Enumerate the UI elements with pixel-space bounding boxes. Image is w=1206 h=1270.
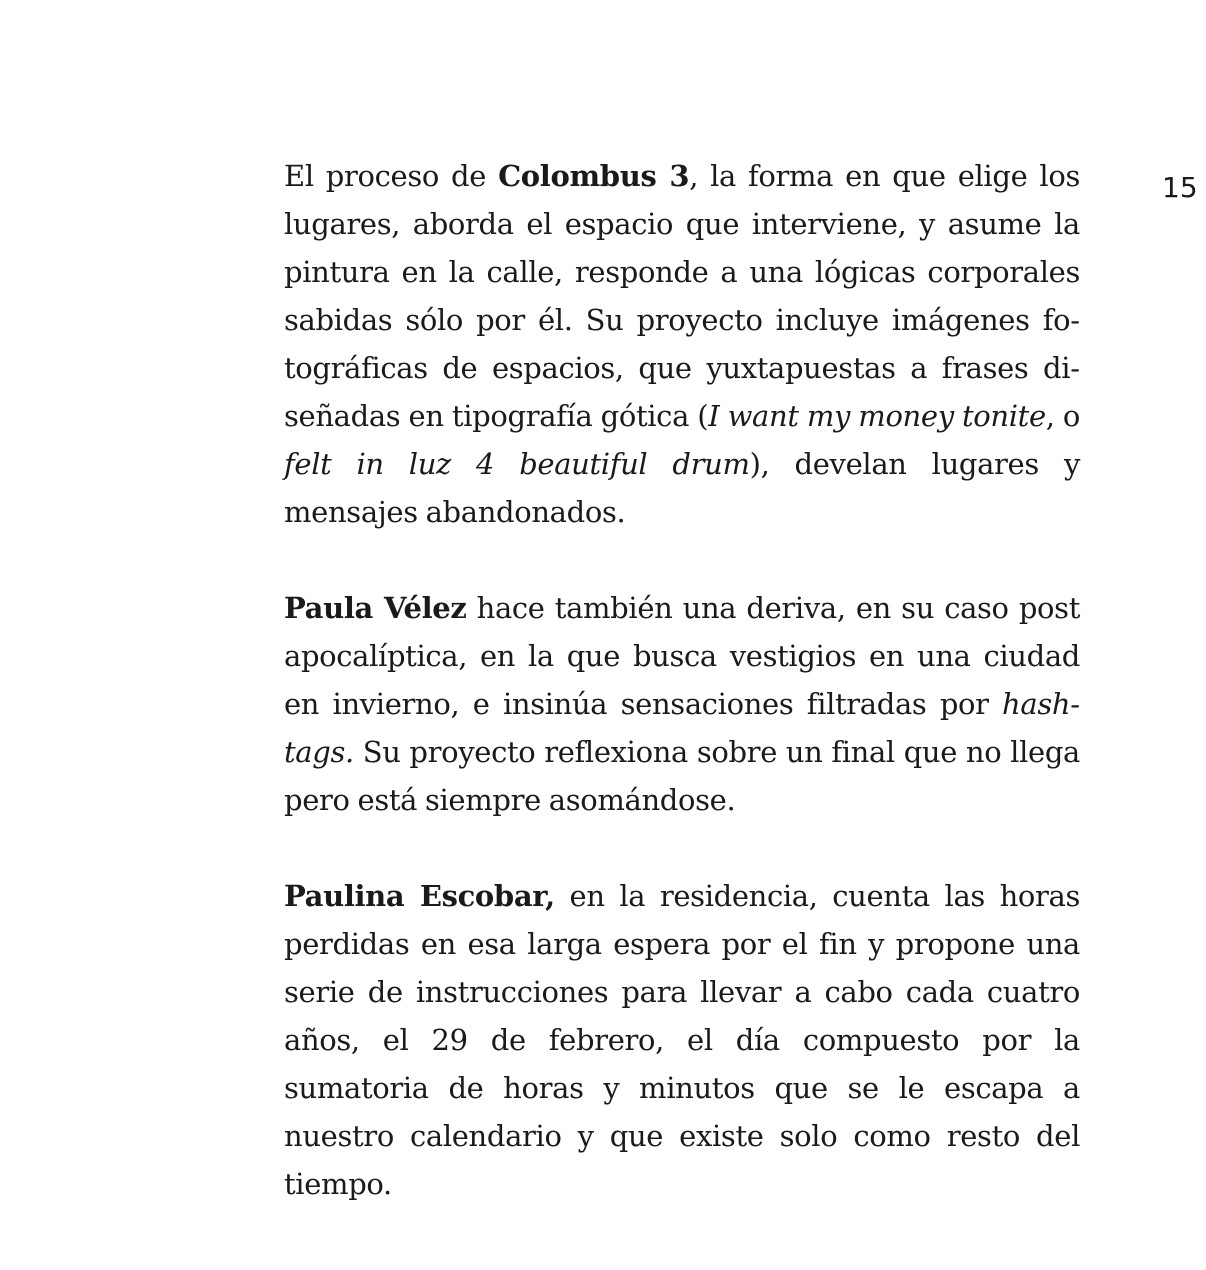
italic-term: hashtags. <box>284 687 1080 769</box>
text-run: El proceso de <box>284 159 499 193</box>
artist-name-colombus: Colombus 3 <box>498 159 690 193</box>
page-number: 15 <box>1162 171 1198 204</box>
paragraph-paulina-escobar <box>284 872 1080 1208</box>
text-run: hace también una deriva, en su caso post apocalíptica, en la que busca vestigios en una ciudad en invierno, e insinúa sensaciones filtradas por <box>284 591 1080 721</box>
text-run: Su proyecto reflexiona sobre un final que no llega pero está siempre asomándose. <box>284 735 1080 817</box>
paragraph-colombus <box>284 152 1080 536</box>
text-run: , la forma en que elige los lugares, aborda el espacio que interviene, y asume la pintura en la calle, responde a una lógicas corporales sabidas sólo por él. Su proyecto incluye imágenes fotográficas de espacios, que yuxtapuestas a frases diseñadas en tipografía gótica ( <box>284 159 1080 433</box>
quoted-phrase: I want my money tonite <box>708 399 1046 433</box>
body-text <box>284 152 1080 1208</box>
text-run: en la residencia, cuenta las horas perdidas en esa larga espera por el fin y propone una serie de instrucciones para llevar a cabo cada cuatro años, el 29 de febrero, el día compuesto por la sumatoria de horas y minutos que se le escapa a nuestro calendario y que existe solo como resto del tiempo. <box>284 879 1080 1201</box>
text-run: ), develan lugares y mensajes abandonados. <box>284 447 1080 529</box>
artist-name-paulina-escobar: Paulina Escobar, <box>284 879 555 913</box>
paragraph-paula-velez <box>284 584 1080 824</box>
artist-name-paula-velez: Paula Vélez <box>284 591 467 625</box>
quoted-phrase: felt in luz 4 beautiful drum <box>284 447 750 481</box>
text-run: , o <box>1045 399 1080 433</box>
